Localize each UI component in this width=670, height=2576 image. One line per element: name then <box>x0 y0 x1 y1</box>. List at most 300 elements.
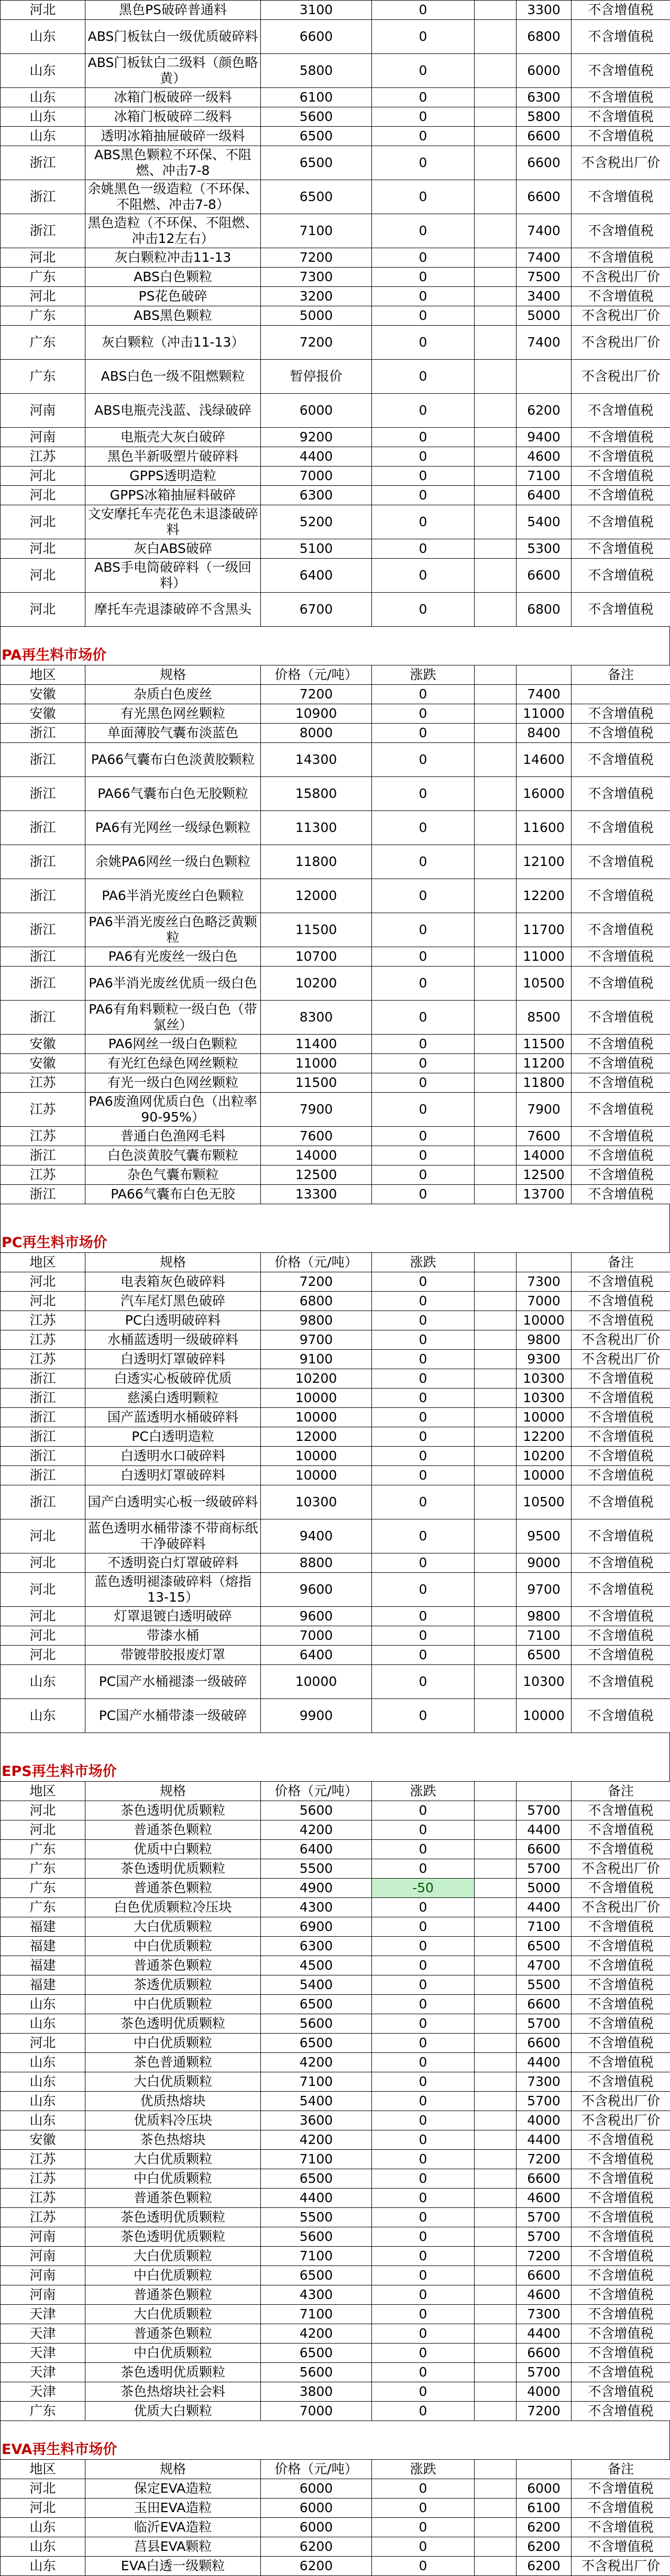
price-table <box>0 1252 670 1733</box>
region-cell: 河北 <box>1 559 85 593</box>
price-cell: 10700 <box>261 947 372 967</box>
region-cell: 山东 <box>1 107 85 127</box>
spec-cell: 余姚黑色一级造粒（不环保、不阻燃、冲击7-8） <box>85 180 261 214</box>
table-row <box>1 54 670 88</box>
spacer-cell <box>475 1519 517 1553</box>
prev-price-cell <box>517 360 572 394</box>
region-cell: 江苏 <box>1 2169 85 2189</box>
header-cell <box>475 1782 517 1801</box>
change-cell: 0 <box>372 2208 475 2227</box>
change-cell: 0 <box>372 2479 475 2499</box>
table-row <box>1 559 670 593</box>
region-cell: 江苏 <box>1 1093 85 1127</box>
prev-price-cell: 7100 <box>517 467 572 486</box>
table-row <box>1 2537 670 2557</box>
note-cell: 不含增值税 <box>572 2227 670 2247</box>
region-cell: 浙江 <box>1 947 85 967</box>
spacer-cell <box>475 88 517 107</box>
note-cell: 不含增值税 <box>572 2034 670 2053</box>
change-cell: 0 <box>372 287 475 306</box>
spec-cell: ABS白色一级不阻燃颗粒 <box>85 360 261 394</box>
note-cell: 不含增值税 <box>572 811 670 845</box>
region-cell: 山东 <box>1 54 85 88</box>
table-row <box>1 913 670 947</box>
table-row <box>1 248 670 268</box>
price-cell: 6000 <box>261 2499 372 2518</box>
spacer-cell <box>475 1937 517 1956</box>
prev-price-cell: 7400 <box>517 326 572 360</box>
region-cell: 安徽 <box>1 685 85 704</box>
spacer-cell <box>475 214 517 248</box>
section-gap <box>0 627 670 646</box>
note-cell: 不含增值税 <box>572 1820 670 1840</box>
note-cell: 不含增值税 <box>572 2053 670 2072</box>
spec-cell: 摩托车壳退漆破碎不含黑头 <box>85 593 261 627</box>
note-cell: 不含增值税 <box>572 107 670 127</box>
price-cell: 4200 <box>261 2130 372 2150</box>
note-cell: 不含税出厂价 <box>572 1330 670 1350</box>
table-row <box>1 2344 670 2363</box>
spec-cell: 中白优质颗粒 <box>85 1995 261 2014</box>
prev-price-cell: 6600 <box>517 1840 572 1859</box>
price-cell: 9600 <box>261 1573 372 1607</box>
price-cell: 7000 <box>261 467 372 486</box>
prev-price-cell: 4600 <box>517 2189 572 2208</box>
spec-cell: 慈溪白透明颗粒 <box>85 1389 261 1408</box>
prev-price-cell: 6800 <box>517 593 572 627</box>
note-cell: 不含增值税 <box>572 1485 670 1519</box>
prev-price-cell: 6000 <box>517 54 572 88</box>
table-row <box>1 1292 670 1311</box>
prev-price-cell: 5000 <box>517 1879 572 1898</box>
region-cell: 福建 <box>1 1956 85 1975</box>
region-cell: 河北 <box>1 1626 85 1646</box>
region-cell: 河北 <box>1 1646 85 1665</box>
spec-cell: 文安摩托车壳花色未退漆破碎料 <box>85 505 261 539</box>
region-cell: 浙江 <box>1 1466 85 1485</box>
spacer-cell <box>475 811 517 845</box>
change-cell: 0 <box>372 1485 475 1519</box>
price-cell: 4500 <box>261 1956 372 1975</box>
spec-cell: 冰箱门板破碎二级料 <box>85 107 261 127</box>
table-row <box>1 1350 670 1369</box>
spec-cell: PA6半消光废丝优质一级白色 <box>85 967 261 1001</box>
section-pc <box>0 1204 670 1733</box>
header-row <box>1 1782 670 1801</box>
table-row <box>1 1937 670 1956</box>
change-cell: 0 <box>372 1054 475 1073</box>
table-row <box>1 1859 670 1879</box>
spec-cell: 余姚PA6网丝一级白色颗粒 <box>85 845 261 879</box>
spacer-cell <box>475 1859 517 1879</box>
change-cell: 0 <box>372 2402 475 2421</box>
note-cell: 不含增值税 <box>572 1573 670 1607</box>
spec-cell: 带镀带胶报废灯罩 <box>85 1646 261 1665</box>
change-cell: 0 <box>372 146 475 180</box>
prev-price-cell: 6400 <box>517 486 572 505</box>
region-cell: 浙江 <box>1 913 85 947</box>
price-cell: 5400 <box>261 1975 372 1995</box>
spec-cell: 中白优质颗粒 <box>85 2169 261 2189</box>
spacer-cell <box>475 1820 517 1840</box>
price-cell: 5000 <box>261 306 372 326</box>
change-cell: 0 <box>372 1127 475 1146</box>
spacer-cell <box>475 593 517 627</box>
spacer-cell <box>475 1272 517 1292</box>
prev-price-cell: 5400 <box>517 505 572 539</box>
price-cell: 15800 <box>261 777 372 811</box>
table-row <box>1 1801 670 1820</box>
spacer-cell <box>475 1408 517 1427</box>
spec-cell: 单面薄胶气囊布淡蓝色 <box>85 724 261 743</box>
price-cell: 4200 <box>261 1820 372 1840</box>
table-row <box>1 2227 670 2247</box>
table-row <box>1 1665 670 1699</box>
table-row <box>1 360 670 394</box>
price-cell: 7100 <box>261 214 372 248</box>
region-cell: 浙江 <box>1 743 85 777</box>
change-cell: 0 <box>372 947 475 967</box>
spacer-cell <box>475 2382 517 2402</box>
spec-cell: PC白透明破碎料 <box>85 1311 261 1330</box>
note-cell: 不含增值税 <box>572 1311 670 1330</box>
spacer-cell <box>475 704 517 724</box>
section-title: EVA再生料市场价 <box>0 2440 670 2459</box>
prev-price-cell: 11000 <box>517 947 572 967</box>
price-cell: 7200 <box>261 685 372 704</box>
region-cell: 安徽 <box>1 1035 85 1054</box>
spec-cell: 优质中白颗粒 <box>85 1840 261 1859</box>
change-cell: 0 <box>372 2518 475 2537</box>
spec-cell: 优质热熔块 <box>85 2092 261 2111</box>
table-row <box>1 2382 670 2402</box>
note-cell: 不含税出厂价 <box>572 2092 670 2111</box>
spacer-cell <box>475 2266 517 2285</box>
spec-cell: GPPS透明造粒 <box>85 467 261 486</box>
price-cell: 4400 <box>261 2189 372 2208</box>
spacer-cell <box>475 1975 517 1995</box>
table-row <box>1 2092 670 2111</box>
table-row <box>1 704 670 724</box>
prev-price-cell: 6600 <box>517 2034 572 2053</box>
table-row <box>1 967 670 1001</box>
prev-price-cell: 5700 <box>517 2092 572 2111</box>
region-cell: 广东 <box>1 326 85 360</box>
region-cell: 浙江 <box>1 1389 85 1408</box>
spec-cell: 茶色透明优质颗粒 <box>85 1801 261 1820</box>
prev-price-cell: 10000 <box>517 1408 572 1427</box>
change-cell: 0 <box>372 1001 475 1035</box>
spacer-cell <box>475 2169 517 2189</box>
region-cell: 江苏 <box>1 2208 85 2227</box>
prev-price-cell: 6600 <box>517 559 572 593</box>
prev-price-cell: 7300 <box>517 2305 572 2324</box>
table-row <box>1 1146 670 1165</box>
prev-price-cell: 9800 <box>517 1607 572 1626</box>
change-cell: 0 <box>372 2169 475 2189</box>
change-cell: 0 <box>372 248 475 268</box>
prev-price-cell: 11800 <box>517 1073 572 1093</box>
note-cell: 不含增值税 <box>572 879 670 913</box>
spacer-cell <box>475 1292 517 1311</box>
region-cell: 河南 <box>1 2227 85 2247</box>
change-cell: 0 <box>372 88 475 107</box>
price-cell: 6200 <box>261 2537 372 2557</box>
price-cell: 11500 <box>261 913 372 947</box>
spacer-cell <box>475 1699 517 1733</box>
spec-cell: ABS黑色颗粒 <box>85 306 261 326</box>
note-cell: 不含增值税 <box>572 2285 670 2305</box>
prev-price-cell: 10300 <box>517 1389 572 1408</box>
note-cell: 不含增值税 <box>572 967 670 1001</box>
prev-price-cell: 4000 <box>517 2111 572 2130</box>
spacer-cell <box>475 467 517 486</box>
spec-cell: 普通茶色颗粒 <box>85 2285 261 2305</box>
table-row <box>1 2053 670 2072</box>
change-cell: 0 <box>372 326 475 360</box>
note-cell: 不含增值税 <box>572 2130 670 2150</box>
spacer-cell <box>475 1879 517 1898</box>
price-cell: 6900 <box>261 1917 372 1937</box>
spacer-cell <box>475 1626 517 1646</box>
spacer-cell <box>475 2150 517 2169</box>
region-cell: 浙江 <box>1 1427 85 1447</box>
note-cell: 不含增值税 <box>572 2363 670 2382</box>
table-row <box>1 1485 670 1519</box>
change-cell: 0 <box>372 447 475 467</box>
prev-price-cell: 4400 <box>517 1820 572 1840</box>
section-eva <box>0 2421 670 2576</box>
change-cell: 0 <box>372 2150 475 2169</box>
region-cell: 浙江 <box>1 845 85 879</box>
spacer-cell <box>475 1093 517 1127</box>
prev-price-cell: 6200 <box>517 394 572 428</box>
price-cell: 5500 <box>261 1859 372 1879</box>
table-row <box>1 467 670 486</box>
price-cell: 8800 <box>261 1553 372 1573</box>
note-cell: 不含增值税 <box>572 845 670 879</box>
spec-cell: 蓝色透明褪漆破碎料（熔指13-15） <box>85 1573 261 1607</box>
change-cell: 0 <box>372 593 475 627</box>
spacer-cell <box>475 1898 517 1917</box>
spacer-cell <box>475 326 517 360</box>
spacer-cell <box>475 2537 517 2557</box>
spec-cell: PA6废渔网优质白色（出粒率90-95%） <box>85 1093 261 1127</box>
prev-price-cell: 6100 <box>517 2499 572 2518</box>
price-cell: 3200 <box>261 287 372 306</box>
region-cell: 广东 <box>1 268 85 287</box>
prev-price-cell: 4000 <box>517 2382 572 2402</box>
note-cell: 不含税出厂价 <box>572 360 670 394</box>
spec-cell: 临沂EVA造粒 <box>85 2518 261 2537</box>
spec-cell: PA6有光网丝一级绿色颗粒 <box>85 811 261 845</box>
region-cell: 浙江 <box>1 1146 85 1165</box>
table-row <box>1 1272 670 1292</box>
spec-cell: 中白优质颗粒 <box>85 2266 261 2285</box>
change-cell: 0 <box>372 2227 475 2247</box>
region-cell: 山东 <box>1 2518 85 2537</box>
change-cell: 0 <box>372 127 475 146</box>
spacer-cell <box>475 1146 517 1165</box>
spacer-cell <box>475 2072 517 2092</box>
note-cell: 不含增值税 <box>572 559 670 593</box>
table-row <box>1 180 670 214</box>
change-cell: 0 <box>372 2285 475 2305</box>
change-cell: 0 <box>372 20 475 54</box>
prev-price-cell: 4400 <box>517 2130 572 2150</box>
region-cell: 广东 <box>1 360 85 394</box>
prev-price-cell: 4600 <box>517 447 572 467</box>
prev-price-cell: 5700 <box>517 2014 572 2034</box>
spacer-cell <box>475 777 517 811</box>
note-cell: 不含税出厂价 <box>572 2557 670 2576</box>
table-row <box>1 1093 670 1127</box>
note-cell: 不含增值税 <box>572 593 670 627</box>
prev-price-cell: 5700 <box>517 1859 572 1879</box>
note-cell: 不含增值税 <box>572 1665 670 1699</box>
prev-price-cell: 10000 <box>517 1466 572 1485</box>
price-cell: 5100 <box>261 539 372 559</box>
prev-price-cell: 3300 <box>517 1 572 20</box>
section-abs <box>0 0 670 627</box>
table-row <box>1 1185 670 1204</box>
price-cell: 7900 <box>261 1093 372 1127</box>
change-cell: 0 <box>372 505 475 539</box>
spacer-cell <box>475 2111 517 2130</box>
spec-cell: 电瓶壳大灰白破碎 <box>85 428 261 447</box>
change-cell: -50 <box>372 1879 475 1898</box>
region-cell: 河北 <box>1 1292 85 1311</box>
spec-cell: 中白优质颗粒 <box>85 1937 261 1956</box>
spec-cell: 有光黑色网丝颗粒 <box>85 704 261 724</box>
region-cell: 河南 <box>1 428 85 447</box>
spec-cell: 茶色透明优质颗粒 <box>85 2363 261 2382</box>
table-row <box>1 1165 670 1185</box>
spec-cell: 茶色透明优质颗粒 <box>85 2227 261 2247</box>
region-cell: 河北 <box>1 1553 85 1573</box>
note-cell: 不含税出厂价 <box>572 1898 670 1917</box>
spec-cell: 白透明水口破碎料 <box>85 1447 261 1466</box>
change-cell: 0 <box>372 1165 475 1185</box>
region-cell: 江苏 <box>1 447 85 467</box>
spacer-cell <box>475 1127 517 1146</box>
spacer-cell <box>475 180 517 214</box>
region-cell: 浙江 <box>1 1185 85 1204</box>
change-cell: 0 <box>372 2092 475 2111</box>
spec-cell: 黑色PS破碎普通料 <box>85 1 261 20</box>
price-cell: 14300 <box>261 743 372 777</box>
prev-price-cell: 11500 <box>517 1035 572 1054</box>
price-cell: 7200 <box>261 326 372 360</box>
change-cell: 0 <box>372 2499 475 2518</box>
spec-cell: 大白优质颗粒 <box>85 2305 261 2324</box>
header-cell: 地区 <box>1 1253 85 1272</box>
region-cell: 福建 <box>1 1975 85 1995</box>
region-cell: 安徽 <box>1 704 85 724</box>
prev-price-cell: 12500 <box>517 1165 572 1185</box>
change-cell: 0 <box>372 724 475 743</box>
spacer-cell <box>475 1330 517 1350</box>
change-cell: 0 <box>372 2053 475 2072</box>
price-cell: 3800 <box>261 2382 372 2402</box>
prev-price-cell: 6200 <box>517 2518 572 2537</box>
spec-cell: 大白优质颗粒 <box>85 2247 261 2266</box>
prev-price-cell: 5700 <box>517 1801 572 1820</box>
price-cell: 6500 <box>261 2169 372 2189</box>
prev-price-cell: 5700 <box>517 2208 572 2227</box>
spacer-cell <box>475 1607 517 1626</box>
table-row <box>1 1369 670 1389</box>
note-cell: 不含增值税 <box>572 2305 670 2324</box>
spacer-cell <box>475 2053 517 2072</box>
price-cell: 10000 <box>261 1447 372 1466</box>
spacer-cell <box>475 1917 517 1937</box>
prev-price-cell: 10500 <box>517 967 572 1001</box>
price-cell: 11000 <box>261 1054 372 1073</box>
change-cell: 0 <box>372 967 475 1001</box>
spec-cell: PA66气囊布白色淡黄胶颗粒 <box>85 743 261 777</box>
spacer-cell <box>475 845 517 879</box>
price-cell: 7600 <box>261 1127 372 1146</box>
region-cell: 广东 <box>1 1859 85 1879</box>
price-cell: 9200 <box>261 428 372 447</box>
change-cell: 0 <box>372 1093 475 1127</box>
spacer-cell <box>475 1840 517 1859</box>
spacer-cell <box>475 1185 517 1204</box>
header-cell <box>475 2460 517 2479</box>
price-cell: 7100 <box>261 2305 372 2324</box>
table-row <box>1 811 670 845</box>
table-row <box>1 287 670 306</box>
spec-cell: 带漆水桶 <box>85 1626 261 1646</box>
spec-cell: 中白优质颗粒 <box>85 2034 261 2053</box>
region-cell: 河北 <box>1 2034 85 2053</box>
spec-cell: PA6半消光废丝白色颗粒 <box>85 879 261 913</box>
region-cell: 天津 <box>1 2305 85 2324</box>
spacer-cell <box>475 1956 517 1975</box>
note-cell: 不含增值税 <box>572 1519 670 1553</box>
spacer-cell <box>475 2363 517 2382</box>
note-cell: 不含增值税 <box>572 394 670 428</box>
note-cell: 不含增值税 <box>572 1956 670 1975</box>
table-row <box>1 1054 670 1073</box>
change-cell: 0 <box>372 2324 475 2344</box>
region-cell: 江苏 <box>1 1350 85 1369</box>
region-cell: 广东 <box>1 1879 85 1898</box>
note-cell: 不含税出厂价 <box>572 268 670 287</box>
spec-cell: 杂质白色废丝 <box>85 685 261 704</box>
spec-cell: 茶色热熔块 <box>85 2130 261 2150</box>
region-cell: 山东 <box>1 88 85 107</box>
note-cell: 不含税出厂价 <box>572 146 670 180</box>
region-cell: 河北 <box>1 1573 85 1607</box>
table-row <box>1 2247 670 2266</box>
note-cell: 不含增值税 <box>572 1292 670 1311</box>
prev-price-cell: 7300 <box>517 1272 572 1292</box>
table-row <box>1 127 670 146</box>
price-cell: 10900 <box>261 704 372 724</box>
change-cell: 0 <box>372 107 475 127</box>
price-cell: 6000 <box>261 394 372 428</box>
change-cell: 0 <box>372 1840 475 1859</box>
spacer-cell <box>475 743 517 777</box>
spacer-cell <box>475 1035 517 1054</box>
note-cell: 不含增值税 <box>572 1146 670 1165</box>
change-cell: 0 <box>372 2189 475 2208</box>
spacer-cell <box>475 20 517 54</box>
change-cell: 0 <box>372 2363 475 2382</box>
price-cell: 3600 <box>261 2111 372 2130</box>
